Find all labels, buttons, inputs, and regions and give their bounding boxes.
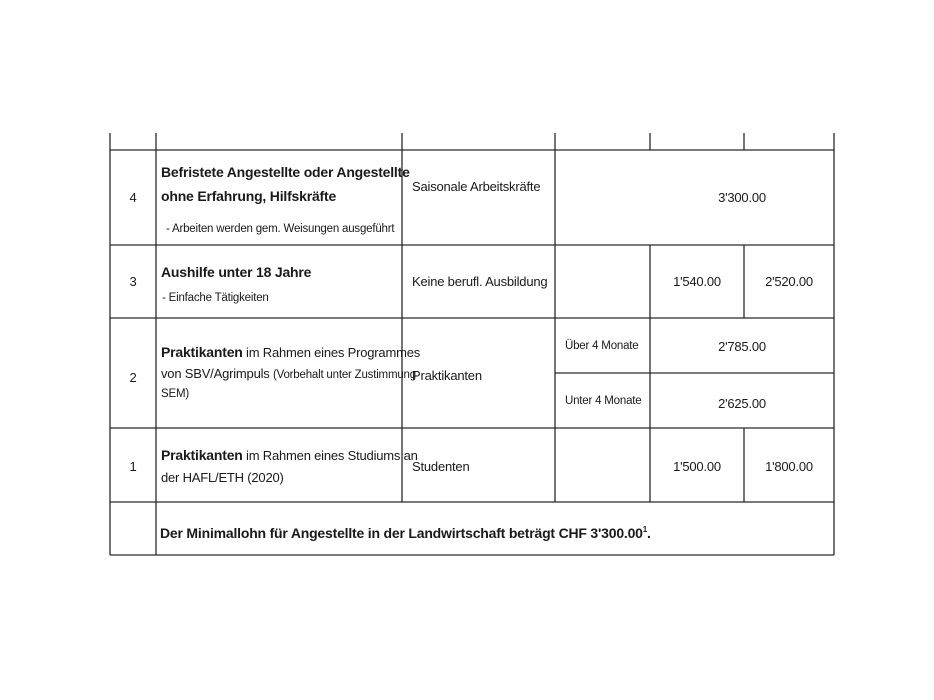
level-number: 4 <box>129 190 137 205</box>
row-category: Praktikanten <box>412 368 482 383</box>
duration-label: Unter 4 Monate <box>565 395 642 407</box>
row-title-rest: im Rahmen eines Programmes <box>242 345 421 360</box>
level-number: 1 <box>129 459 137 474</box>
duration-label: Über 4 Monate <box>565 340 639 352</box>
wage-amount: 2'625.00 <box>718 396 766 411</box>
row-title: Praktikanten <box>161 344 243 360</box>
wage-amount: 2'520.00 <box>765 274 813 289</box>
row-category: Studenten <box>412 459 470 474</box>
row-title: ohne Erfahrung, Hilfskräfte <box>161 188 337 204</box>
row-title: Aushilfe unter 18 Jahre <box>161 264 312 280</box>
wage-amount: 1'540.00 <box>673 274 721 289</box>
minimum-wage-note <box>160 520 651 543</box>
row-bullet: - Einfache Tätigkeiten <box>162 292 269 304</box>
row-text: der HAFL/ETH (2020) <box>161 470 284 485</box>
row-text: von SBV/Agrimpuls <box>161 366 274 381</box>
footer-period: . <box>647 525 651 541</box>
level-number: 3 <box>129 274 137 289</box>
row-title: Praktikanten <box>161 447 243 463</box>
row-note: SEM) <box>161 388 189 400</box>
row-category: Saisonale Arbeitskräfte <box>412 179 541 194</box>
minimum-wage-text: Der Minimallohn für Angestellte in der Landwirtschaft beträgt CHF 3'300.00 <box>160 525 643 541</box>
footnote-marker: 1 <box>642 525 648 534</box>
wage-amount: 1'800.00 <box>765 459 813 474</box>
row-title-line <box>161 343 420 362</box>
row-note: (Vorbehalt unter Zustimmung <box>273 369 416 381</box>
row-bullet: - Arbeiten werden gem. Weisungen ausgeführt <box>166 223 395 235</box>
wage-amount: 2'785.00 <box>718 339 766 354</box>
row-category: Keine berufl. Ausbildung <box>412 274 548 289</box>
wage-amount: 1'500.00 <box>673 459 721 474</box>
row-title-line <box>161 364 416 385</box>
level-number: 2 <box>129 370 137 385</box>
row-title-rest: im Rahmen eines Studiums an <box>242 448 418 463</box>
row-title-line <box>161 446 418 465</box>
wage-amount: 3'300.00 <box>718 190 766 205</box>
row-title: Befristete Angestellte oder Angestellte <box>161 164 410 180</box>
